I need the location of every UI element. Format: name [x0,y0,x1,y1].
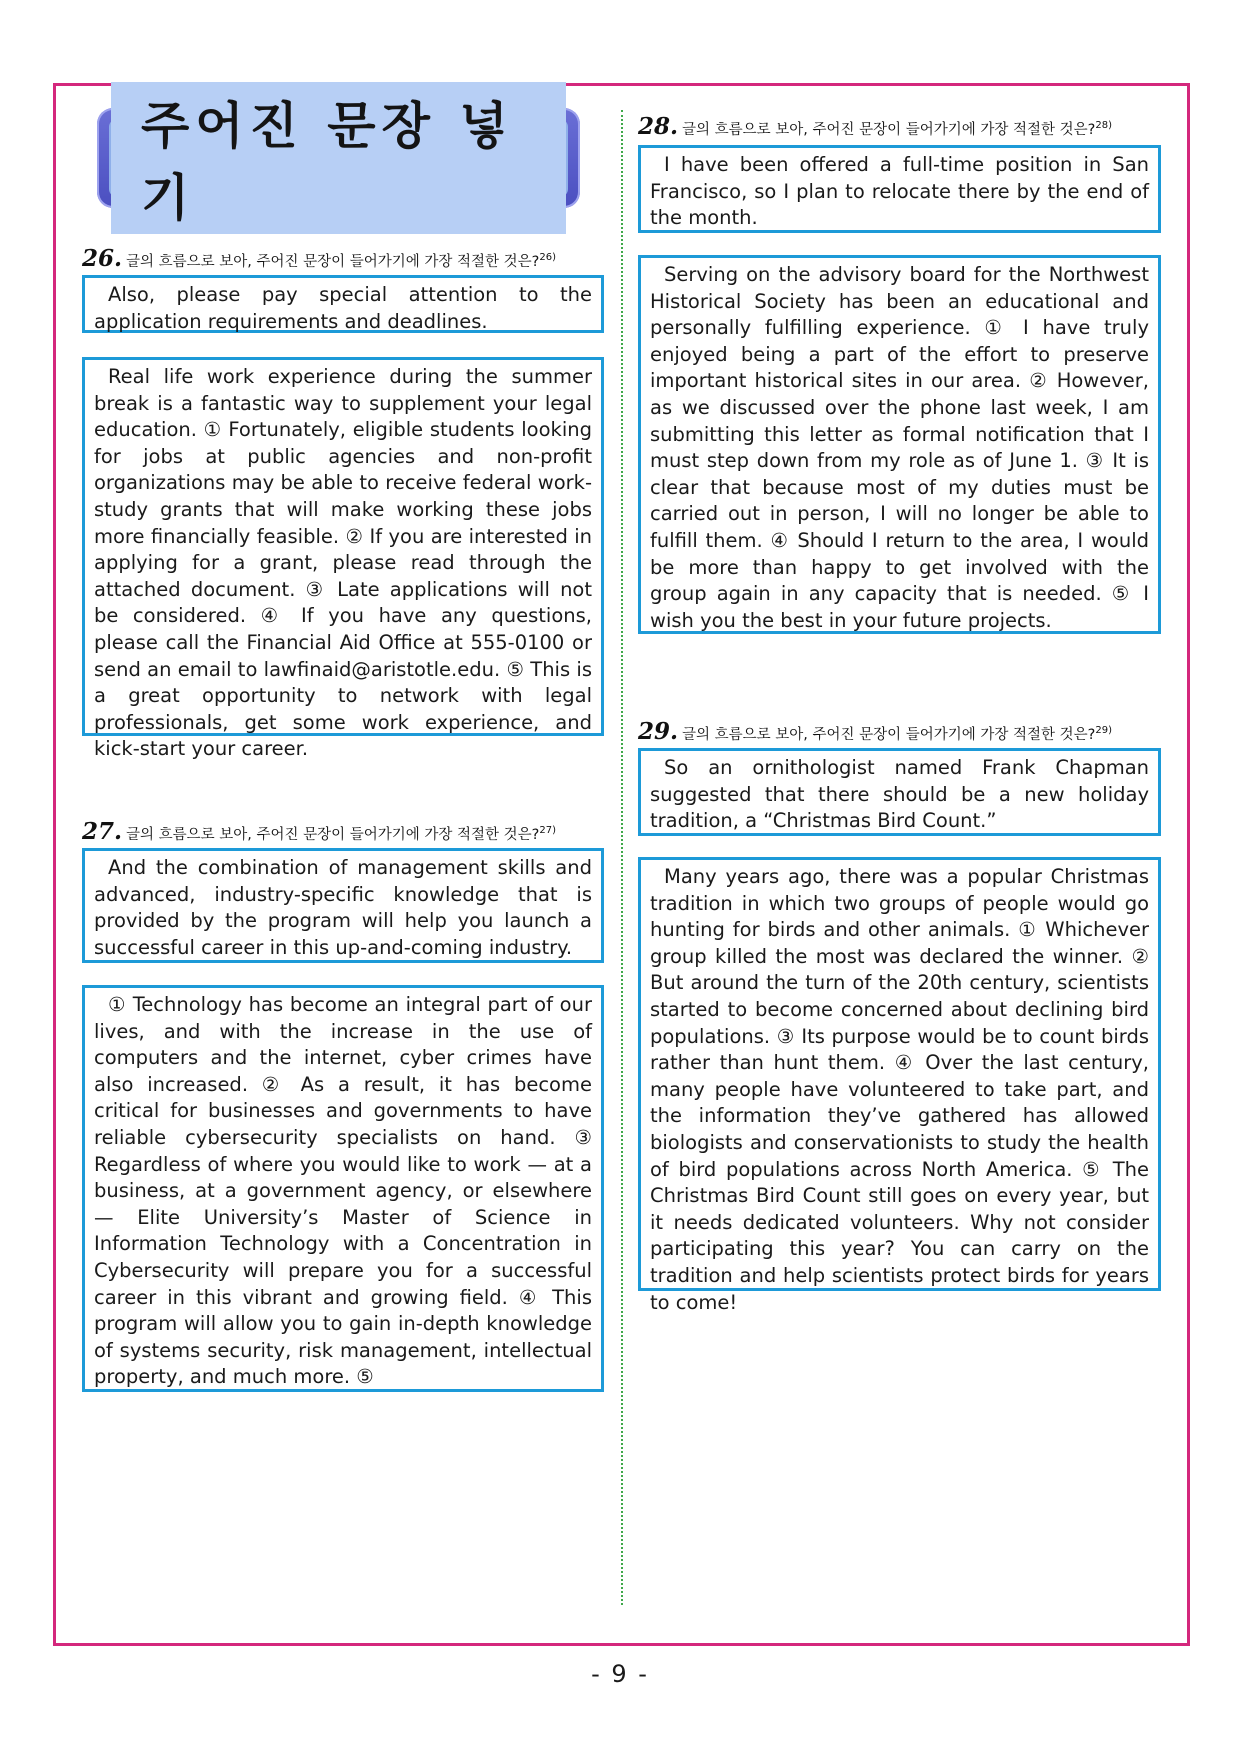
footnote-ref: 27) [539,825,557,837]
column-divider [621,110,623,1605]
passage-text: Many years ago, there was a popular Christmas tradition in which two groups of people would go hunting for birds and other animals. ① Whichever group killed the most was declared the winner. ② But around the turn of the 20th century, scientists started to become concerned about declining bird populations. ③ Its purpose would be to count birds rather than hunt them. ④ Over the last century, many people have volunteered to take part, and the information they’ve gathered has allowed biologists and conservationists to study the health of bird populations across North America. ⑤ The Christmas Bird Count still goes on every year, but it needs dedicated volunteers. Why not consider participating this year? You can carry on the tradition and help scientists protect birds for years to come! [650,865,1149,1314]
question-26-given-sentence [82,275,604,333]
question-26-header [82,245,556,272]
question-27-header [82,818,556,845]
question-29-header [638,718,1112,745]
question-27-passage [82,985,604,1392]
question-number: 28. [638,113,679,140]
question-29-passage [638,857,1161,1314]
question-28-given-sentence [638,145,1161,233]
question-28-passage [638,255,1161,634]
footnote-ref: 28) [1095,120,1113,132]
question-29-given-sentence [638,748,1161,836]
question-number: 29. [638,718,679,745]
passage-text: Serving on the advisory board for the Northwest Historical Society has been an educational and personally fulfilling experience. ① I have truly enjoyed being a part of the effort to preserve important historical sites in our area. ② However, as we discussed over the phone last week, I am submitting this letter as formal notification that I must step down from my role as of June 1. ③ It is clear that because most of my duties must be carried out in person, I will no longer be able to fulfill them. ④ Should I return to the area, I would be more than happy to get involved with the group again in any capacity that is needed. ⑤ I wish you the best in your future projects. [650,263,1149,632]
question-28-header [638,113,1112,140]
footnote-ref: 26) [539,252,557,264]
question-prompt: 글의 흐름으로 보아, 주어진 문장이 들어가기에 가장 적절한 것은? [682,727,1096,743]
page-number: - 9 - [591,1660,649,1688]
passage-text: ① Technology has become an integral part of our lives, and with the increase in the use of computers and the internet, cyber crimes have also increased. ② As a result, it has become critical for businesses and governments to have reliable cybersecurity specialists on hand. ③ Regardless of where you would like to work — at a business, at a government agency, or elsewhere — Elite University’s Master of Science in Information Technology with a Concentration in Cybersecurity will prepare you for a successful career in this vibrant and growing field. ④ This program will allow you to gain in-depth knowledge of systems security, risk management, intellectual property, and much more. ⑤ [94,993,592,1389]
given-sentence-text: And the combination of management skills and advanced, industry-specific knowledge that is provided by the program will help you launch a successful career in this up-and-coming industry. [94,856,592,959]
question-number: 26. [82,245,123,272]
section-title: 주어진 문장 넣기 [111,82,566,234]
footnote-ref: 29) [1095,725,1113,737]
section-title-plate [109,97,568,227]
given-sentence-text: So an ornithologist named Frank Chapman suggested that there should be a new holiday tradition, a “Christmas Bird Count.” [650,756,1149,833]
given-sentence-text: Also, please pay special attention to the application requirements and deadlines. [94,283,592,333]
question-prompt: 글의 흐름으로 보아, 주어진 문장이 들어가기에 가장 적절한 것은? [126,254,540,270]
passage-text: Real life work experience during the summer break is a fantastic way to supplement your legal education. ① Fortunately, eligible students looking for jobs at public agencies and non-profit organizations may be able to receive federal work-study grants that will make working these jobs more financially feasible. ② If you are interested in applying for a grant, please read through the attached document. ③ Late applications will not be considered. ④ If you have any questions, please call the Financial Aid Office at 555-0100 or send an email to lawfinaid@aristotle.edu. ⑤ This is a great opportunity to network with legal professionals, get some work experience, and kick-start your career. [94,365,592,761]
question-prompt: 글의 흐름으로 보아, 주어진 문장이 들어가기에 가장 적절한 것은? [682,122,1096,138]
question-26-passage [82,357,604,761]
question-27-given-sentence [82,848,604,963]
question-prompt: 글의 흐름으로 보아, 주어진 문장이 들어가기에 가장 적절한 것은? [126,827,540,843]
question-number: 27. [82,818,123,845]
given-sentence-text: I have been offered a full-time position in San Francisco, so I plan to relocate there by the end of the month. [650,153,1149,230]
section-title-banner [97,97,580,227]
